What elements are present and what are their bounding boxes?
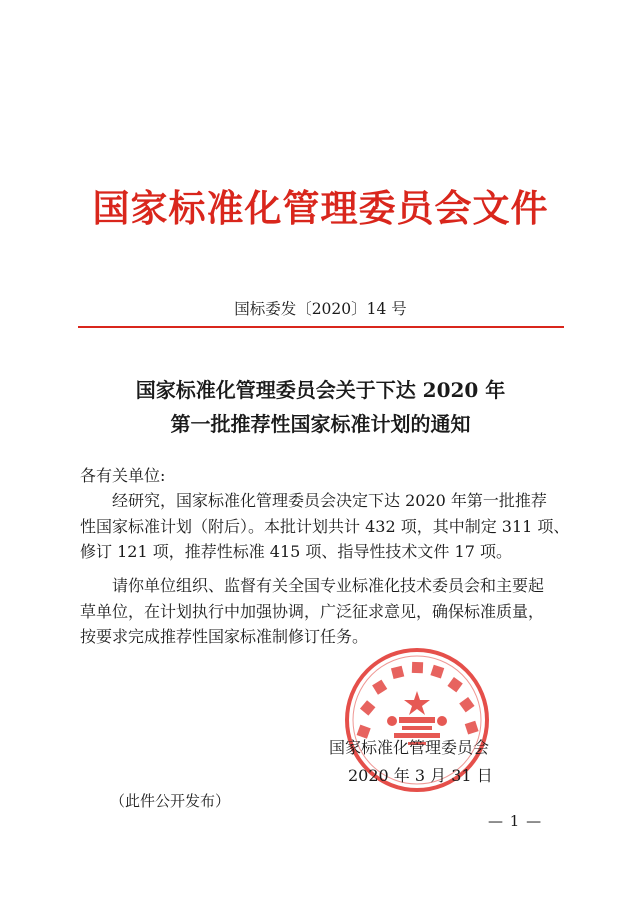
body-paragraph-1	[80, 488, 570, 565]
document-title-line-1: 国家标准化管理委员会关于下达 2020 年	[135, 378, 506, 402]
document-number: 国标委发〔2020〕14 号	[234, 300, 407, 318]
body-paragraph-2	[80, 573, 562, 650]
paragraph-line: 修订 121 项，推荐性标准 415 项、指导性技术文件 17 项。	[80, 542, 512, 561]
paragraph-line: 性国家标准计划（附后）。本批计划共计 432 项，其中制定 311 项、	[80, 516, 570, 536]
document-title-line-2: 第一批推荐性国家标准计划的通知	[170, 412, 471, 436]
red-divider	[78, 326, 564, 328]
page-number: — 1 —	[488, 812, 543, 830]
paragraph-line: 经研究，国家标准化管理委员会决定下达 2020 年第一批推荐	[112, 491, 547, 510]
paragraph-line: 草单位，在计划执行中加强协调，广泛征求意见，确保标准质量，	[80, 601, 545, 621]
issue-date: 2020 年 3 月 31 日	[348, 766, 493, 785]
issuing-authority: 国家标准化管理委员会	[329, 738, 490, 757]
masthead: 国家标准化管理委员会文件	[92, 186, 549, 230]
salutation: 各有关单位:	[80, 466, 166, 485]
paragraph-line: 请你单位组织、监督有关全国专业标准化技术委员会和主要起	[112, 576, 545, 595]
paragraph-line: 按要求完成推荐性国家标准制修订任务。	[80, 627, 369, 646]
public-release-note: （此件公开发布）	[110, 792, 231, 810]
